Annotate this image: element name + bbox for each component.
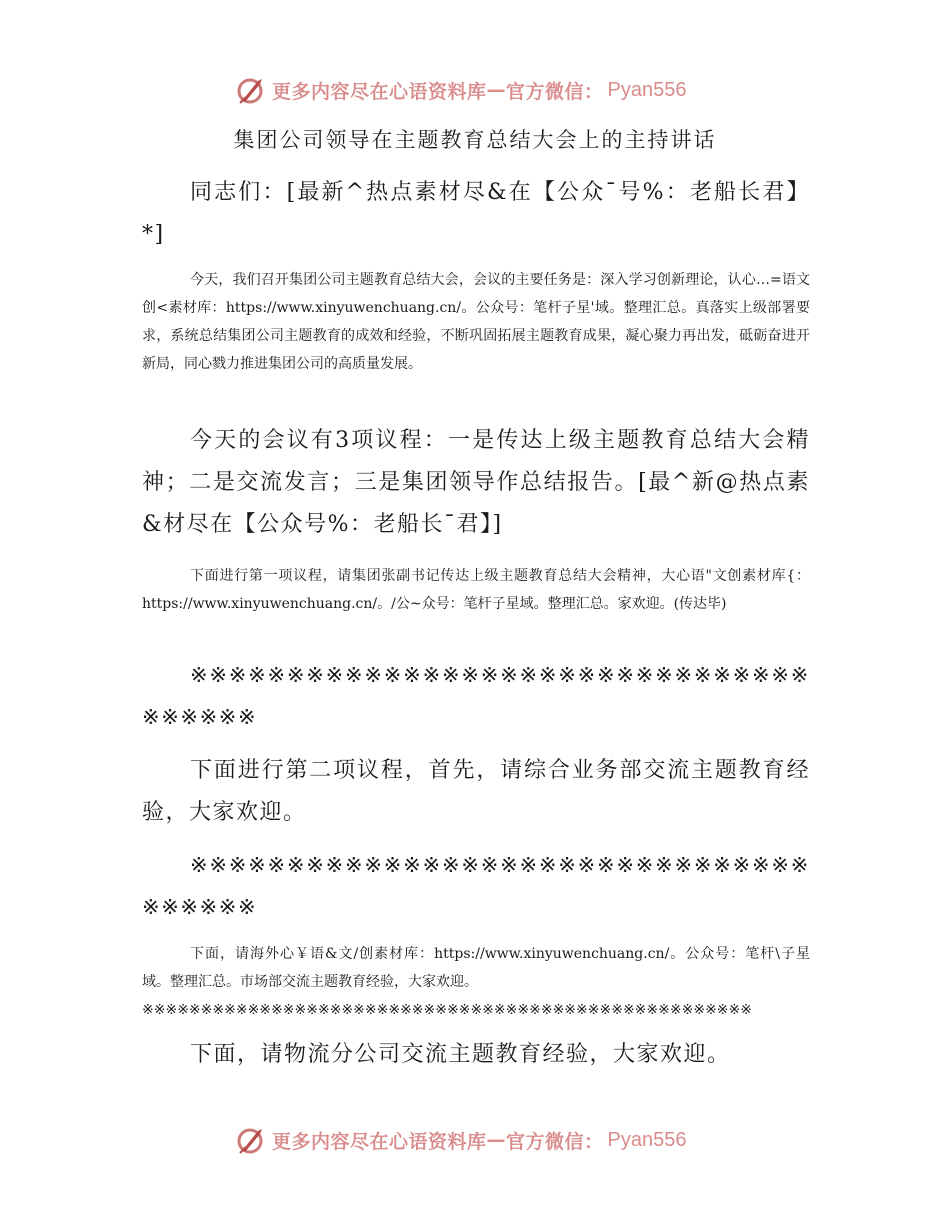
banner-dash: —	[486, 1129, 507, 1151]
banner-wechat-id: Pyan556	[607, 1128, 687, 1151]
banner-text: 更多内容尽在心语资料库	[272, 1130, 487, 1153]
intro-paragraph: 今天，我们召开集团公司主题教育总结大会，会议的主要任务是：深入学习创新理论，认心…=语文创<素材库：https://www.xinyuwenchuang.cn/。公众号：笔杆子星'域。整理汇总。真落实上级部署要求，系统总结集团公司主题教育的成效和经验，不断巩固拓展主题教育成果，凝心聚力再出发，砥砺奋进开新局，同心戮力推进集团公司的高质量发展。	[142, 272, 810, 372]
header-banner	[236, 72, 687, 108]
banner-text: 更多内容尽在心语资料库	[272, 80, 487, 103]
greeting-paragraph: 同志们：[最新^热点素材尽&在【公众¯号%：老船长君】*]	[142, 180, 810, 247]
separator-marks: ※※※※※※※※※※※※※※※※※※※※※※※※※※※※※※※※※※※※※※	[142, 663, 810, 729]
logistics-paragraph: 下面，请物流分公司交流主题教育经验，大家欢迎。	[190, 1042, 731, 1067]
second-agenda-paragraph: 下面进行第二项议程，首先，请综合业务部交流主题教育经验，大家欢迎。	[142, 758, 810, 825]
document-title: 集团公司领导在主题教育总结大会上的主持讲话	[233, 128, 717, 152]
separator-marks: ※※※※※※※※※※※※※※※※※※※※※※※※※※※※※※※※※※※※※※	[142, 853, 810, 919]
first-agenda-paragraph: 下面进行第一项议程，请集团张副书记传达上级主题教育总结大会精神，大心语"文创素材库{：https://www.xinyuwenchuang.cn/。/公~众号：笔杆子星域。整理汇总。家欢迎。(传达毕)	[142, 568, 810, 612]
quill-logo-icon	[236, 1125, 266, 1155]
banner-dash: —	[486, 79, 507, 101]
separator-marks-small: ※※※※※※※※※※※※※※※※※※※※※※※※※※※※※※※※※※※※※※※※※※※※※※※※※※※※	[142, 1002, 752, 1018]
footer-banner	[236, 1122, 687, 1158]
banner-wechat-id: Pyan556	[607, 78, 687, 101]
quill-logo-icon	[236, 75, 266, 105]
banner-wechat-label: 官方微信：	[506, 80, 604, 103]
overseas-paragraph: 下面，请海外心￥语&文/创素材库：https://www.xinyuwenchuang.cn/。公众号：笔杆\子星域。整理汇总。市场部交流主题教育经验，大家欢迎。	[142, 946, 810, 990]
agenda-paragraph: 今天的会议有3项议程：一是传达上级主题教育总结大会精神；二是交流发言；三是集团领导作总结报告。[最^新@热点素&材尽在【公众号%：老船长¯君】]	[142, 428, 810, 537]
banner-wechat-label: 官方微信：	[506, 1130, 604, 1153]
